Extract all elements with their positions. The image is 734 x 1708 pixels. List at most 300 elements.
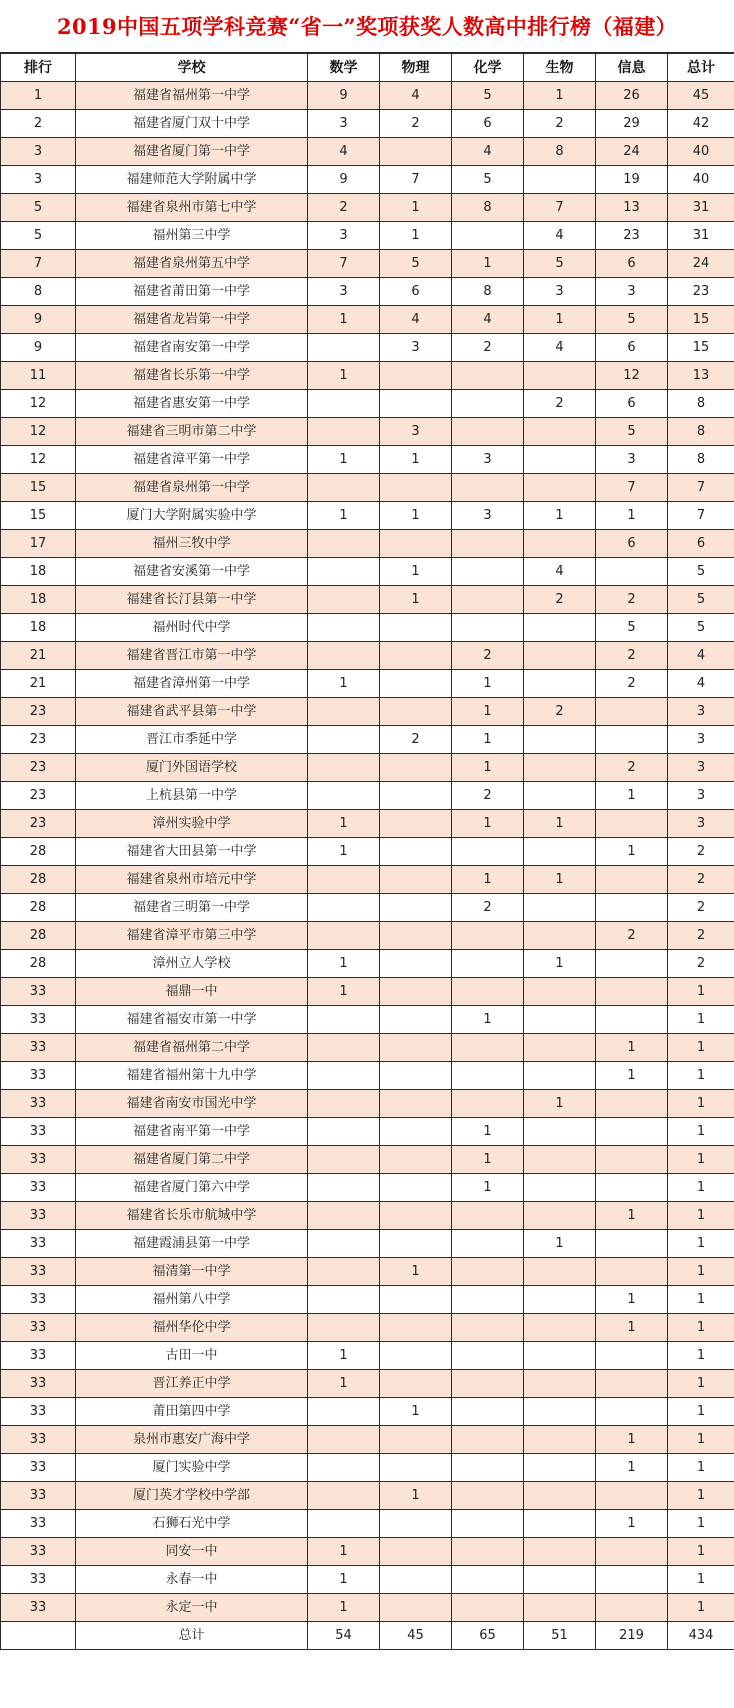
physics-cell xyxy=(380,1062,452,1090)
biology-cell: 1 xyxy=(524,866,596,894)
chemistry-cell xyxy=(452,1230,524,1258)
total-cell: 3 xyxy=(668,698,734,726)
rank-cell: 1 xyxy=(1,82,76,110)
rank-cell: 23 xyxy=(1,782,76,810)
physics-cell: 5 xyxy=(380,250,452,278)
chemistry-cell: 2 xyxy=(452,894,524,922)
chemistry-cell xyxy=(452,1454,524,1482)
table-row xyxy=(1,726,734,754)
school-cell: 福建省厦门第六中学 xyxy=(76,1174,308,1202)
table-row xyxy=(1,1538,734,1566)
biology-cell xyxy=(524,1146,596,1174)
chemistry-cell: 1 xyxy=(452,866,524,894)
chemistry-cell xyxy=(452,1202,524,1230)
chemistry-cell: 2 xyxy=(452,334,524,362)
table-body xyxy=(1,82,734,1622)
table-row xyxy=(1,334,734,362)
biology-cell: 4 xyxy=(524,222,596,250)
biology-cell xyxy=(524,418,596,446)
total-cell: 1 xyxy=(668,1090,734,1118)
chemistry-cell: 6 xyxy=(452,110,524,138)
informatics-cell: 1 xyxy=(596,1202,668,1230)
rank-cell: 18 xyxy=(1,558,76,586)
biology-cell xyxy=(524,614,596,642)
total-cell: 1 xyxy=(668,1454,734,1482)
table-row xyxy=(1,922,734,950)
column-header-school: 学校 xyxy=(76,54,308,82)
biology-cell xyxy=(524,166,596,194)
physics-cell xyxy=(380,530,452,558)
total-cell: 2 xyxy=(668,950,734,978)
informatics-cell: 2 xyxy=(596,922,668,950)
school-cell: 福州三牧中学 xyxy=(76,530,308,558)
informatics-cell: 6 xyxy=(596,334,668,362)
table-row xyxy=(1,894,734,922)
rank-cell: 5 xyxy=(1,194,76,222)
chemistry-cell: 8 xyxy=(452,278,524,306)
table-row xyxy=(1,754,734,782)
total-cell: 3 xyxy=(668,726,734,754)
total-cell: 42 xyxy=(668,110,734,138)
physics-cell xyxy=(380,950,452,978)
table-row xyxy=(1,250,734,278)
total-cell: 1 xyxy=(668,978,734,1006)
chemistry-cell xyxy=(452,1370,524,1398)
table-row xyxy=(1,586,734,614)
biology-cell: 5 xyxy=(524,250,596,278)
biology-cell xyxy=(524,1062,596,1090)
total-cell: 3 xyxy=(668,782,734,810)
physics-cell xyxy=(380,978,452,1006)
school-cell: 福建省长汀县第一中学 xyxy=(76,586,308,614)
informatics-cell: 1 xyxy=(596,1314,668,1342)
biology-cell xyxy=(524,1314,596,1342)
rank-cell: 33 xyxy=(1,1566,76,1594)
informatics-cell: 1 xyxy=(596,1286,668,1314)
rank-cell: 33 xyxy=(1,1090,76,1118)
math-cell xyxy=(308,614,380,642)
biology-cell: 1 xyxy=(524,1090,596,1118)
biology-cell xyxy=(524,1118,596,1146)
chemistry-cell xyxy=(452,558,524,586)
header-row xyxy=(1,54,734,82)
rank-cell: 33 xyxy=(1,1286,76,1314)
math-cell xyxy=(308,1062,380,1090)
math-cell: 3 xyxy=(308,222,380,250)
biology-cell xyxy=(524,1006,596,1034)
biology-cell xyxy=(524,1482,596,1510)
chemistry-cell xyxy=(452,1090,524,1118)
math-cell: 1 xyxy=(308,446,380,474)
physics-cell: 1 xyxy=(380,1398,452,1426)
rank-cell: 3 xyxy=(1,166,76,194)
biology-cell: 2 xyxy=(524,390,596,418)
total-cell: 1 xyxy=(668,1118,734,1146)
rank-cell: 33 xyxy=(1,1202,76,1230)
math-cell: 2 xyxy=(308,194,380,222)
total-cell: 8 xyxy=(668,390,734,418)
school-cell: 福建省莆田第一中学 xyxy=(76,278,308,306)
rank-cell: 18 xyxy=(1,614,76,642)
table-row xyxy=(1,166,734,194)
chemistry-cell xyxy=(452,362,524,390)
total-cell: 8 xyxy=(668,418,734,446)
column-header-informatics: 信息 xyxy=(596,54,668,82)
chemistry-cell: 5 xyxy=(452,166,524,194)
physics-cell xyxy=(380,1034,452,1062)
math-cell xyxy=(308,1034,380,1062)
school-cell: 晋江市季延中学 xyxy=(76,726,308,754)
biology-cell: 4 xyxy=(524,334,596,362)
school-cell: 福建省南平第一中学 xyxy=(76,1118,308,1146)
physics-cell xyxy=(380,1370,452,1398)
school-cell: 古田一中 xyxy=(76,1342,308,1370)
school-cell: 福建省长乐第一中学 xyxy=(76,362,308,390)
rank-cell: 12 xyxy=(1,418,76,446)
total-cell: 5 xyxy=(668,614,734,642)
biology-cell xyxy=(524,1286,596,1314)
math-cell: 7 xyxy=(308,250,380,278)
biology-cell: 8 xyxy=(524,138,596,166)
physics-cell xyxy=(380,1202,452,1230)
physics-cell: 2 xyxy=(380,110,452,138)
biology-cell xyxy=(524,838,596,866)
informatics-cell xyxy=(596,1174,668,1202)
total-chemistry: 65 xyxy=(452,1622,524,1650)
chemistry-cell: 3 xyxy=(452,502,524,530)
school-cell: 福建省泉州市第七中学 xyxy=(76,194,308,222)
totals-label: 总计 xyxy=(76,1622,308,1650)
chemistry-cell: 1 xyxy=(452,1146,524,1174)
math-cell xyxy=(308,1258,380,1286)
informatics-cell: 1 xyxy=(596,782,668,810)
math-cell: 1 xyxy=(308,1538,380,1566)
school-cell: 福州华伦中学 xyxy=(76,1314,308,1342)
biology-cell xyxy=(524,1342,596,1370)
school-cell: 福建省安溪第一中学 xyxy=(76,558,308,586)
total-cell: 1 xyxy=(668,1202,734,1230)
chemistry-cell: 1 xyxy=(452,726,524,754)
physics-cell: 4 xyxy=(380,306,452,334)
physics-cell xyxy=(380,838,452,866)
total-cell: 1 xyxy=(668,1398,734,1426)
physics-cell xyxy=(380,1230,452,1258)
rank-cell: 23 xyxy=(1,754,76,782)
math-cell xyxy=(308,866,380,894)
table-row xyxy=(1,1454,734,1482)
table-row xyxy=(1,530,734,558)
informatics-cell xyxy=(596,1538,668,1566)
total-cell: 45 xyxy=(668,82,734,110)
table-row xyxy=(1,1314,734,1342)
biology-cell xyxy=(524,1566,596,1594)
school-cell: 福建霞浦县第一中学 xyxy=(76,1230,308,1258)
school-cell: 福建省三明第一中学 xyxy=(76,894,308,922)
rank-cell: 18 xyxy=(1,586,76,614)
math-cell: 3 xyxy=(308,278,380,306)
total-cell: 1 xyxy=(668,1286,734,1314)
math-cell: 1 xyxy=(308,1594,380,1622)
rank-cell: 12 xyxy=(1,390,76,418)
physics-cell xyxy=(380,614,452,642)
physics-cell xyxy=(380,866,452,894)
total-cell: 4 xyxy=(668,642,734,670)
school-cell: 福建省厦门第一中学 xyxy=(76,138,308,166)
math-cell xyxy=(308,1202,380,1230)
biology-cell xyxy=(524,1034,596,1062)
biology-cell: 4 xyxy=(524,558,596,586)
rank-cell: 23 xyxy=(1,698,76,726)
school-cell: 福清第一中学 xyxy=(76,1258,308,1286)
math-cell: 1 xyxy=(308,978,380,1006)
school-cell: 石狮石光中学 xyxy=(76,1510,308,1538)
rank-cell: 11 xyxy=(1,362,76,390)
total-cell: 4 xyxy=(668,670,734,698)
total-cell: 3 xyxy=(668,754,734,782)
physics-cell xyxy=(380,1594,452,1622)
math-cell xyxy=(308,894,380,922)
math-cell: 1 xyxy=(308,1566,380,1594)
table-row xyxy=(1,838,734,866)
chemistry-cell: 1 xyxy=(452,1006,524,1034)
chemistry-cell xyxy=(452,950,524,978)
physics-cell xyxy=(380,894,452,922)
rank-cell: 33 xyxy=(1,1342,76,1370)
physics-cell: 1 xyxy=(380,194,452,222)
math-cell xyxy=(308,1314,380,1342)
math-cell xyxy=(308,1146,380,1174)
school-cell: 上杭县第一中学 xyxy=(76,782,308,810)
informatics-cell xyxy=(596,1258,668,1286)
informatics-cell: 1 xyxy=(596,502,668,530)
total-cell: 1 xyxy=(668,1482,734,1510)
math-cell xyxy=(308,1454,380,1482)
column-header-math: 数学 xyxy=(308,54,380,82)
total-cell: 5 xyxy=(668,558,734,586)
math-cell xyxy=(308,334,380,362)
rank-cell: 33 xyxy=(1,1006,76,1034)
table-row xyxy=(1,1006,734,1034)
informatics-cell xyxy=(596,1006,668,1034)
biology-cell: 1 xyxy=(524,502,596,530)
informatics-cell xyxy=(596,726,668,754)
table-row xyxy=(1,474,734,502)
chemistry-cell xyxy=(452,978,524,1006)
school-cell: 福建省龙岩第一中学 xyxy=(76,306,308,334)
total-cell: 7 xyxy=(668,474,734,502)
chemistry-cell: 4 xyxy=(452,138,524,166)
school-cell: 福建省泉州第一中学 xyxy=(76,474,308,502)
informatics-cell xyxy=(596,1594,668,1622)
informatics-cell xyxy=(596,1146,668,1174)
physics-cell xyxy=(380,1118,452,1146)
math-cell xyxy=(308,726,380,754)
math-cell xyxy=(308,1426,380,1454)
table-row xyxy=(1,306,734,334)
math-cell: 1 xyxy=(308,670,380,698)
physics-cell: 1 xyxy=(380,502,452,530)
informatics-cell xyxy=(596,558,668,586)
totals-rank-cell xyxy=(1,1622,76,1650)
table-row xyxy=(1,698,734,726)
column-header-total: 总计 xyxy=(668,54,734,82)
math-cell xyxy=(308,698,380,726)
informatics-cell xyxy=(596,1118,668,1146)
rank-cell: 33 xyxy=(1,1594,76,1622)
school-cell: 同安一中 xyxy=(76,1538,308,1566)
school-cell: 福建省晋江市第一中学 xyxy=(76,642,308,670)
school-cell: 厦门实验中学 xyxy=(76,1454,308,1482)
chemistry-cell xyxy=(452,1258,524,1286)
total-cell: 1 xyxy=(668,1146,734,1174)
total-cell: 40 xyxy=(668,138,734,166)
chemistry-cell xyxy=(452,586,524,614)
column-header-biology: 生物 xyxy=(524,54,596,82)
table-row xyxy=(1,558,734,586)
informatics-cell xyxy=(596,1370,668,1398)
rank-cell: 23 xyxy=(1,726,76,754)
chemistry-cell xyxy=(452,838,524,866)
table-row xyxy=(1,82,734,110)
total-cell: 1 xyxy=(668,1230,734,1258)
total-cell: 1 xyxy=(668,1370,734,1398)
informatics-cell xyxy=(596,1230,668,1258)
math-cell: 3 xyxy=(308,110,380,138)
biology-cell: 1 xyxy=(524,82,596,110)
total-informatics: 219 xyxy=(596,1622,668,1650)
total-cell: 1 xyxy=(668,1538,734,1566)
informatics-cell: 12 xyxy=(596,362,668,390)
physics-cell xyxy=(380,1510,452,1538)
total-cell: 8 xyxy=(668,446,734,474)
informatics-cell: 2 xyxy=(596,586,668,614)
physics-cell xyxy=(380,698,452,726)
rank-cell: 15 xyxy=(1,474,76,502)
math-cell xyxy=(308,782,380,810)
informatics-cell: 2 xyxy=(596,642,668,670)
chemistry-cell xyxy=(452,1482,524,1510)
table-row xyxy=(1,1258,734,1286)
rank-cell: 33 xyxy=(1,1118,76,1146)
school-cell: 福州第八中学 xyxy=(76,1286,308,1314)
informatics-cell xyxy=(596,866,668,894)
rank-cell: 28 xyxy=(1,894,76,922)
physics-cell xyxy=(380,1566,452,1594)
informatics-cell xyxy=(596,1566,668,1594)
physics-cell xyxy=(380,1314,452,1342)
chemistry-cell xyxy=(452,1286,524,1314)
physics-cell xyxy=(380,1426,452,1454)
physics-cell: 1 xyxy=(380,222,452,250)
table-row xyxy=(1,1342,734,1370)
rank-cell: 9 xyxy=(1,334,76,362)
rank-cell: 7 xyxy=(1,250,76,278)
informatics-cell: 23 xyxy=(596,222,668,250)
total-cell: 31 xyxy=(668,194,734,222)
math-cell xyxy=(308,558,380,586)
informatics-cell: 13 xyxy=(596,194,668,222)
total-cell: 2 xyxy=(668,866,734,894)
table-row xyxy=(1,138,734,166)
rank-cell: 33 xyxy=(1,1230,76,1258)
chemistry-cell xyxy=(452,1538,524,1566)
math-cell xyxy=(308,586,380,614)
school-cell: 福建省漳平市第三中学 xyxy=(76,922,308,950)
chemistry-cell xyxy=(452,1566,524,1594)
informatics-cell: 7 xyxy=(596,474,668,502)
informatics-cell xyxy=(596,1398,668,1426)
table-row xyxy=(1,950,734,978)
school-cell: 福建省泉州市培元中学 xyxy=(76,866,308,894)
school-cell: 福建省惠安第一中学 xyxy=(76,390,308,418)
informatics-cell: 3 xyxy=(596,278,668,306)
school-cell: 福建师范大学附属中学 xyxy=(76,166,308,194)
table-row xyxy=(1,1510,734,1538)
biology-cell xyxy=(524,978,596,1006)
biology-cell xyxy=(524,1370,596,1398)
total-cell: 6 xyxy=(668,530,734,558)
physics-cell xyxy=(380,1538,452,1566)
math-cell: 1 xyxy=(308,810,380,838)
chemistry-cell: 1 xyxy=(452,250,524,278)
column-header-chemistry: 化学 xyxy=(452,54,524,82)
rank-cell: 21 xyxy=(1,642,76,670)
biology-cell xyxy=(524,1426,596,1454)
column-header-rank: 排行 xyxy=(1,54,76,82)
table-row xyxy=(1,1118,734,1146)
biology-cell xyxy=(524,1174,596,1202)
physics-cell xyxy=(380,922,452,950)
biology-cell: 1 xyxy=(524,306,596,334)
school-cell: 福建省漳平第一中学 xyxy=(76,446,308,474)
table-row xyxy=(1,1174,734,1202)
biology-cell xyxy=(524,1398,596,1426)
informatics-cell: 6 xyxy=(596,530,668,558)
table-row xyxy=(1,194,734,222)
total-cell: 1 xyxy=(668,1314,734,1342)
physics-cell xyxy=(380,474,452,502)
table-row xyxy=(1,642,734,670)
math-cell xyxy=(308,754,380,782)
school-cell: 福建省厦门第二中学 xyxy=(76,1146,308,1174)
school-cell: 福建省泉州第五中学 xyxy=(76,250,308,278)
school-cell: 永春一中 xyxy=(76,1566,308,1594)
physics-cell xyxy=(380,1286,452,1314)
rank-cell: 21 xyxy=(1,670,76,698)
biology-cell xyxy=(524,642,596,670)
chemistry-cell xyxy=(452,614,524,642)
total-cell: 3 xyxy=(668,810,734,838)
table-row xyxy=(1,110,734,138)
total-math: 54 xyxy=(308,1622,380,1650)
informatics-cell xyxy=(596,1482,668,1510)
biology-cell: 1 xyxy=(524,810,596,838)
school-cell: 福建省武平县第一中学 xyxy=(76,698,308,726)
informatics-cell: 2 xyxy=(596,670,668,698)
math-cell: 9 xyxy=(308,82,380,110)
table-row xyxy=(1,1062,734,1090)
school-cell: 福鼎一中 xyxy=(76,978,308,1006)
rank-cell: 3 xyxy=(1,138,76,166)
informatics-cell xyxy=(596,1090,668,1118)
math-cell xyxy=(308,1482,380,1510)
informatics-cell: 3 xyxy=(596,446,668,474)
biology-cell xyxy=(524,754,596,782)
rank-cell: 5 xyxy=(1,222,76,250)
chemistry-cell xyxy=(452,1342,524,1370)
chemistry-cell xyxy=(452,1062,524,1090)
informatics-cell: 29 xyxy=(596,110,668,138)
